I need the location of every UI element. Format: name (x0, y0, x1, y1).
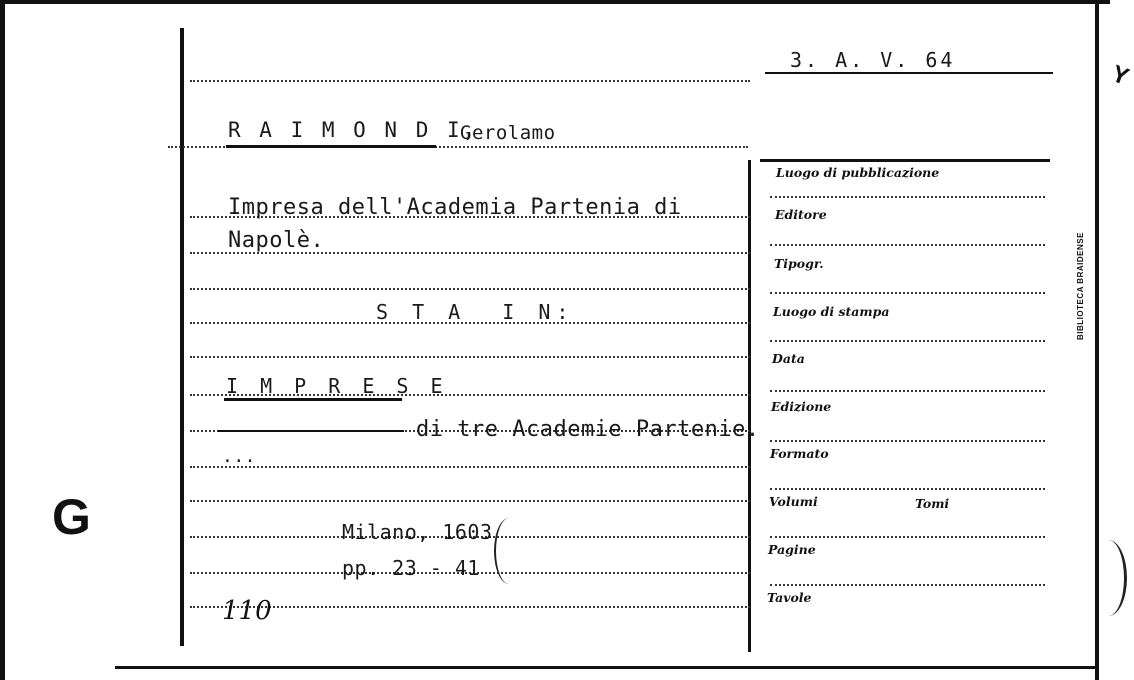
dash-line (218, 430, 404, 432)
label-volumi: Volumi (769, 494, 818, 509)
label-tavole: Tavole (767, 590, 812, 605)
continuation-text: di tre Academie Partenie. (416, 417, 760, 442)
label-edizione: Edizione (771, 399, 832, 414)
form-dotted-line (770, 292, 1045, 294)
ruled-line (190, 288, 750, 290)
title-line-2: Napolè. (228, 228, 325, 253)
form-dotted-line (770, 488, 1045, 490)
form-column-rule (748, 160, 751, 652)
form-dotted-line (770, 390, 1045, 392)
label-data: Data (772, 351, 805, 366)
ruled-line (190, 80, 750, 82)
date-underline (765, 72, 1053, 74)
label-pagine: Pagine (768, 542, 816, 557)
label-tomi: Tomi (915, 496, 950, 511)
title-line-1: Impresa dell'Academia Partenia di (228, 195, 682, 220)
ellipsis: ... (222, 446, 257, 467)
form-dotted-line (770, 340, 1045, 342)
label-tipografo: Tipogr. (774, 256, 824, 271)
label-editore: Editore (775, 207, 827, 222)
top-border (0, 0, 1110, 4)
form-dotted-line (770, 196, 1045, 198)
label-formato: Formato (770, 446, 829, 461)
form-dotted-line (770, 536, 1045, 538)
place-year: Milano, 1603 (342, 520, 493, 544)
sta-in-label: S T A I N: (376, 300, 575, 324)
bracket-mark (494, 518, 524, 584)
author-given-name: Gerolamo (460, 122, 556, 144)
right-bracket-mark (1090, 540, 1127, 616)
ruled-line (190, 606, 750, 608)
left-border (0, 0, 5, 680)
index-letter: G (52, 489, 91, 545)
library-stamp: BIBLIOTECA BRAIDENSE (1076, 232, 1085, 340)
collection-title: I M P R E S E (226, 374, 448, 398)
bottom-border (115, 666, 1095, 669)
form-dotted-line (770, 584, 1045, 586)
surname-underline (226, 145, 436, 148)
form-dotted-line (770, 244, 1045, 246)
card-date: 3. A. V. 64 (790, 48, 956, 72)
side-mark: Y (1108, 60, 1133, 91)
ruled-line (190, 356, 750, 358)
label-luogo-pubblicazione: Luogo di pubblicazione (776, 165, 940, 180)
page-range: pp. 23 - 41 (342, 556, 480, 580)
label-luogo-stampa: Luogo di stampa (773, 304, 890, 319)
form-dotted-line (770, 440, 1045, 442)
form-top-rule (760, 159, 1050, 162)
handwritten-number: 110 (222, 596, 272, 626)
ruled-line (190, 466, 750, 468)
ruled-line (190, 500, 750, 502)
margin-rule (180, 28, 184, 646)
author-surname: R A I M O N D I, (228, 118, 479, 142)
collection-underline (224, 398, 402, 401)
